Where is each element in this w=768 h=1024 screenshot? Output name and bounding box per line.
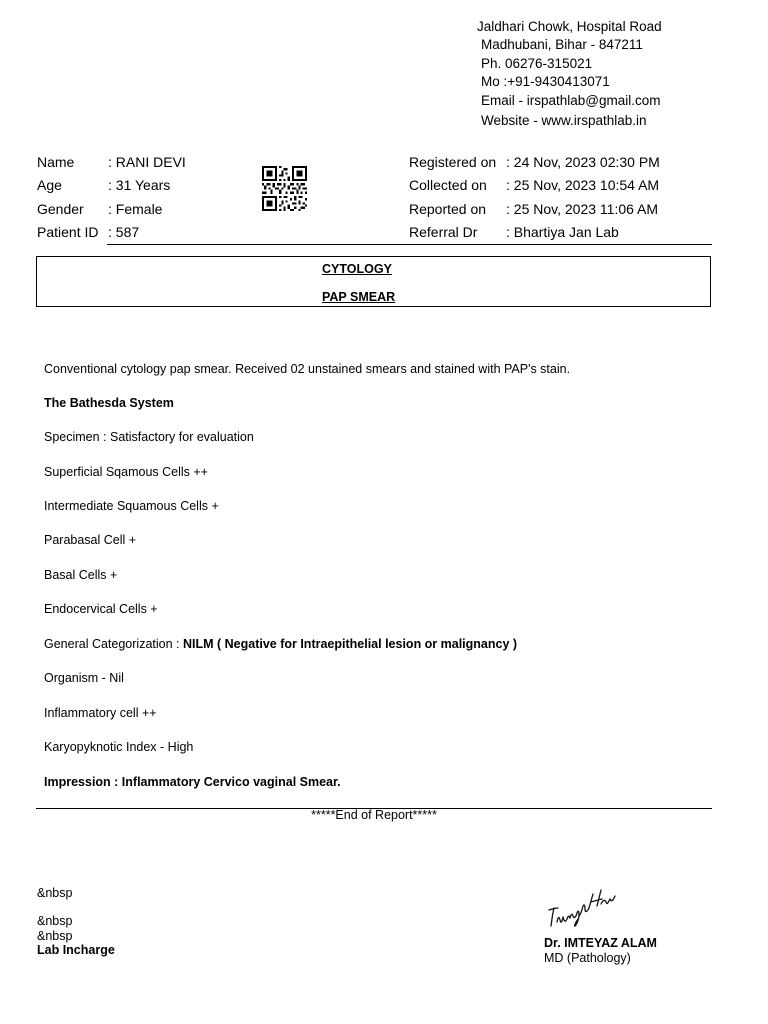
report-organism: Organism - Nil [44,671,124,685]
doctor-degree: MD (Pathology) [544,951,631,965]
registered-on-value: : 24 Nov, 2023 02:30 PM [506,154,660,170]
report-intro: Conventional cytology pap smear. Received 02 unstained smears and stained with PAP's stain. [44,362,571,376]
referral-dr-label: Referral Dr [409,224,478,240]
collected-on-value: : 25 Nov, 2023 10:54 AM [506,177,660,193]
header-divider [107,244,712,245]
report-inflammatory-cell: Inflammatory cell ++ [44,706,157,720]
lab-mobile: Mo :+91-9430413071 [481,74,610,89]
patient-id-label: Patient ID [37,224,99,240]
lab-phone: Ph. 06276-315021 [481,56,593,71]
report-intermediate-cells: Intermediate Squamous Cells + [44,499,219,513]
patient-name-label: Name [37,154,75,170]
categorization-value: NILM ( Negative for Intraepithelial lesion or malignancy ) [182,637,518,651]
patient-gender-label: Gender [37,201,84,217]
report-basal-cells: Basal Cells + [44,568,118,582]
lab-email: Email - irspathlab@gmail.com [481,93,661,108]
doctor-name: Dr. IMTEYAZ ALAM [544,936,657,950]
patient-age-value: : 31 Years [108,177,171,193]
patient-name-value: : RANI DEVI [108,154,186,170]
report-endocervical-cells: Endocervical Cells + [44,602,158,616]
reported-on-label: Reported on [409,201,487,217]
collected-on-label: Collected on [409,177,487,193]
report-superficial-cells: Superficial Sqamous Cells ++ [44,465,208,479]
report-karyopyknotic-index: Karyopyknotic Index - High [44,740,194,754]
lab-address-line-2: Madhubani, Bihar - 847211 [481,37,643,52]
department-title: CYTOLOGY [322,262,392,276]
patient-gender-value: : Female [108,201,163,217]
report-impression: Impression : Inflammatory Cervico vaginal Smear. [44,775,341,789]
lab-website: Website - www.irspathlab.in [481,113,647,128]
test-name-title: PAP SMEAR [322,290,396,304]
footer-nbsp-2: &nbsp [37,914,73,928]
end-of-report: *****End of Report***** [311,808,437,822]
report-categorization [44,637,517,652]
report-specimen: Specimen : Satisfactory for evaluation [44,430,254,444]
referral-dr-value: : Bhartiya Jan Lab [506,224,619,240]
registered-on-label: Registered on [409,154,497,170]
lab-incharge-label: Lab Incharge [37,943,115,957]
lab-address-line-1: Jaldhari Chowk, Hospital Road [477,19,662,34]
report-parabasal-cell: Parabasal Cell + [44,533,137,547]
footer-nbsp-1: &nbsp [37,886,73,900]
patient-id-value: : 587 [108,224,140,240]
qr-code-icon [262,166,307,211]
categorization-label: General Categorization : [44,637,183,651]
reported-on-value: : 25 Nov, 2023 11:06 AM [506,201,659,217]
doctor-signature [545,886,621,934]
report-system: The Bathesda System [44,396,174,410]
patient-age-label: Age [37,177,62,193]
footer-nbsp-3: &nbsp [37,929,73,943]
